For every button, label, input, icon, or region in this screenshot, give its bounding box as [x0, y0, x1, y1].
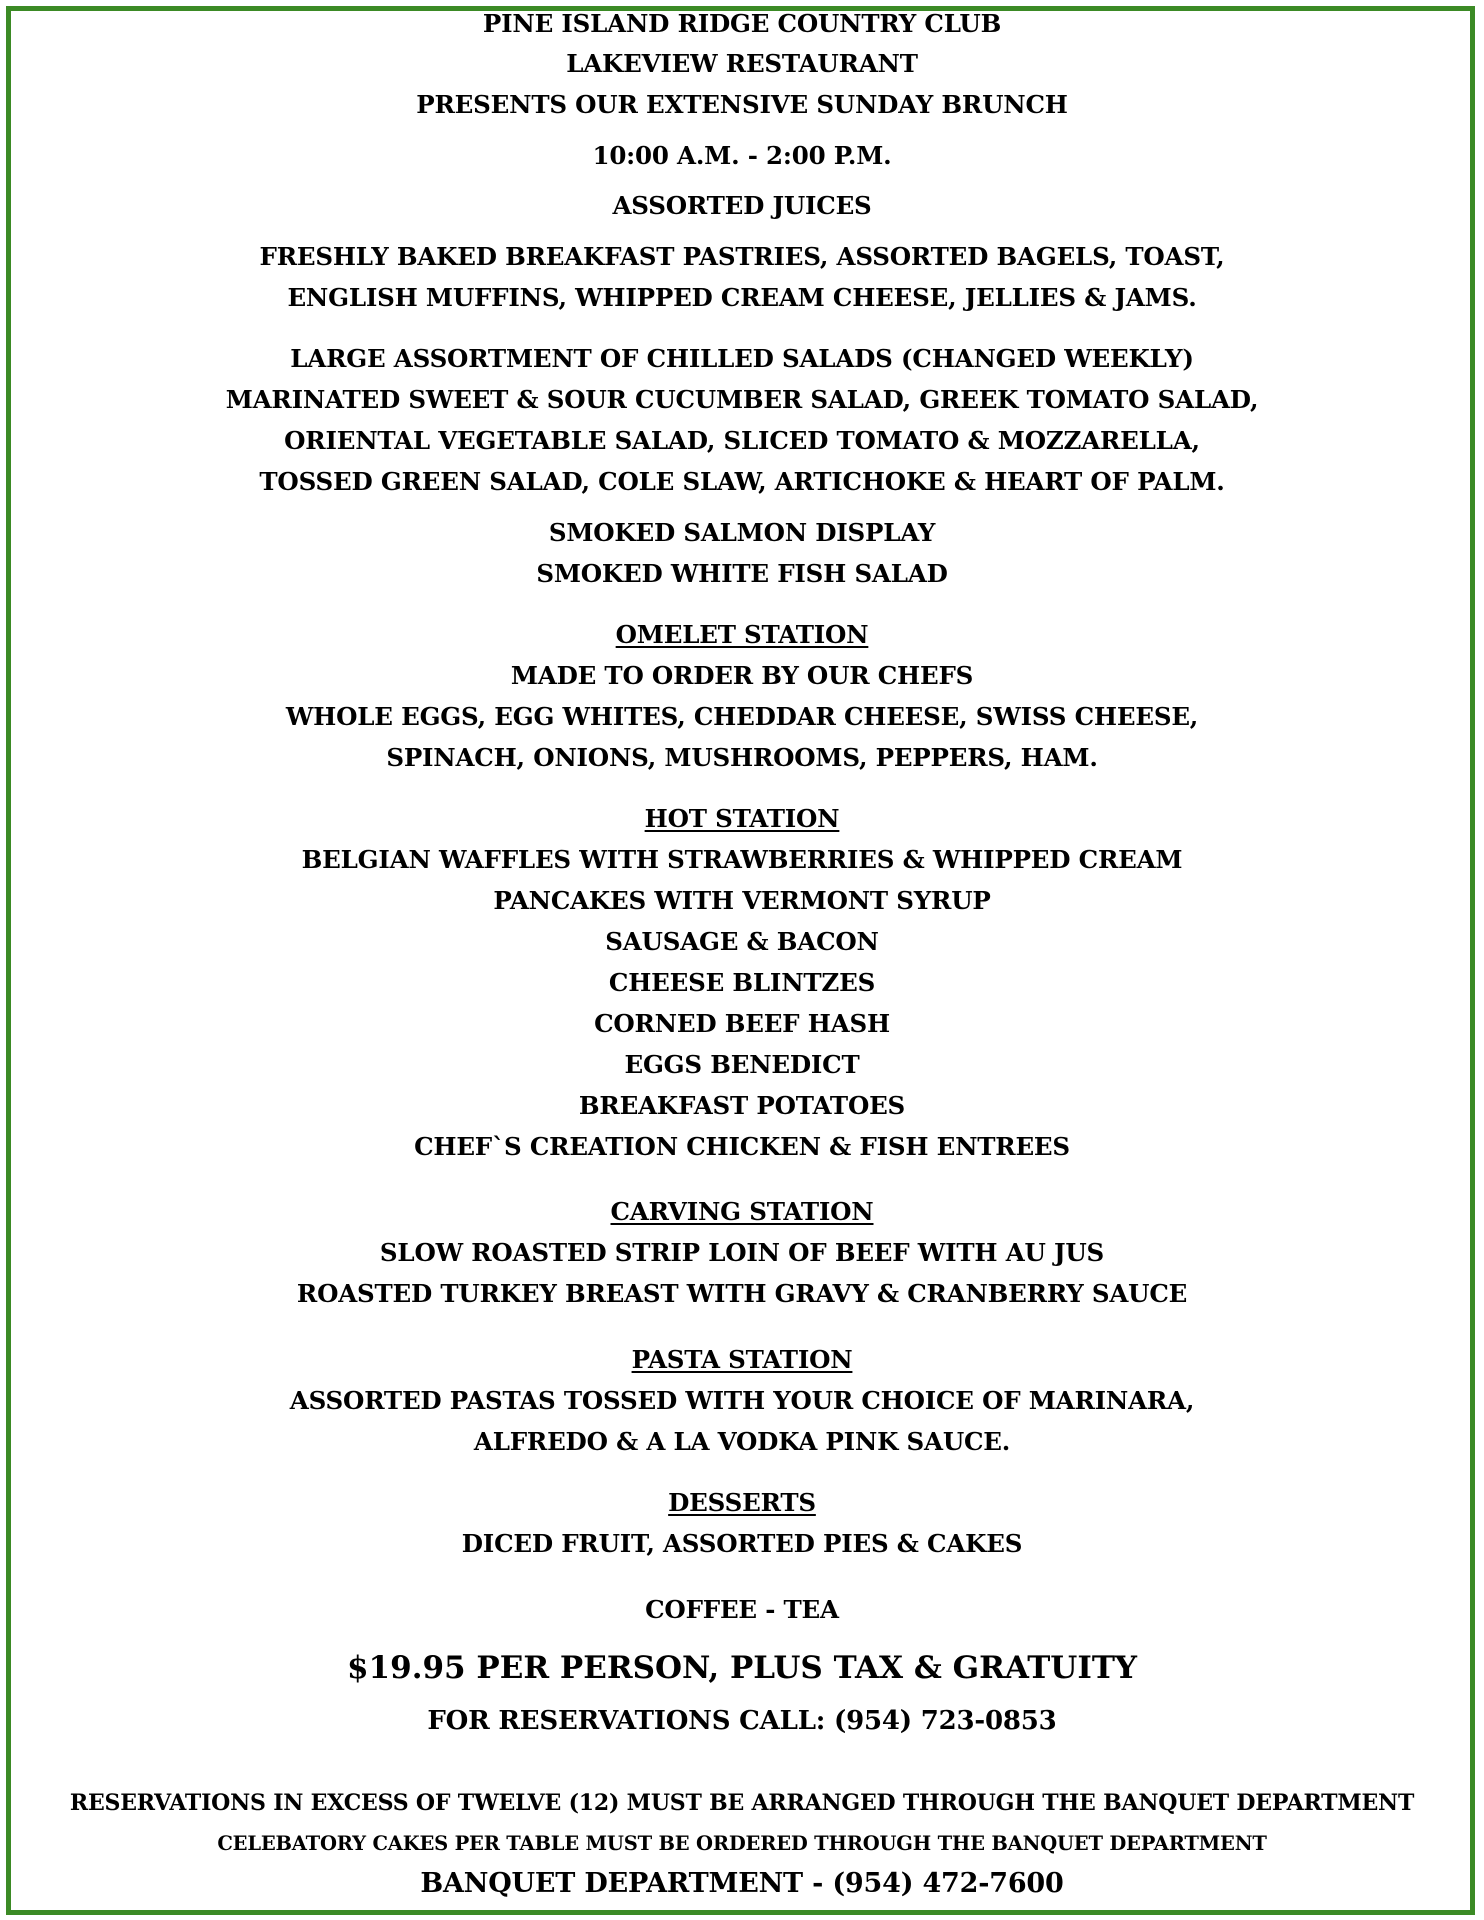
smoked-line: SMOKED WHITE FISH SALAD — [536, 559, 948, 588]
price-line: $19.95 PER PERSON, PLUS TAX & GRATUITY — [346, 1650, 1138, 1686]
carving-line: ROASTED TURKEY BREAST WITH GRAVY & CRANBERRY SAUCE — [296, 1279, 1188, 1308]
smoked-line: SMOKED SALMON DISPLAY — [548, 518, 936, 547]
desserts-line: DICED FRUIT, ASSORTED PIES & CAKES — [461, 1529, 1023, 1558]
hot-line: CHEF`S CREATION CHICKEN & FISH ENTREES — [414, 1132, 1070, 1161]
carving-line: SLOW ROASTED STRIP LOIN OF BEEF WITH AU JUS — [379, 1238, 1105, 1267]
omelet-line: MADE TO ORDER BY OUR CHEFS — [510, 661, 974, 690]
omelet-station-heading: OMELET STATION — [615, 620, 869, 649]
hot-line: EGGS BENEDICT — [624, 1050, 860, 1079]
pastries-line: ENGLISH MUFFINS, WHIPPED CREAM CHEESE, JELLIES & JAMS. — [287, 283, 1197, 312]
reservations-phone: FOR RESERVATIONS CALL: (954) 723-0853 — [427, 1706, 1057, 1736]
club-name: PINE ISLAND RIDGE COUNTRY CLUB — [482, 9, 1002, 38]
brunch-hours: 10:00 A.M. - 2:00 P.M. — [592, 141, 892, 170]
pasta-line: ALFREDO & A LA VODKA PINK SAUCE. — [473, 1427, 1011, 1456]
juices-item: ASSORTED JUICES — [612, 191, 872, 220]
desserts-heading: DESSERTS — [668, 1488, 816, 1517]
restaurant-name: LAKEVIEW RESTAURANT — [566, 49, 918, 78]
salads-line: LARGE ASSORTMENT OF CHILLED SALADS (CHANGED WEEKLY) — [290, 344, 1194, 373]
cakes-policy: CELEBATORY CAKES PER TABLE MUST BE ORDERED THROUGH THE BANQUET DEPARTMENT — [217, 1832, 1267, 1855]
brunch-title: PRESENTS OUR EXTENSIVE SUNDAY BRUNCH — [416, 90, 1068, 119]
salads-line: ORIENTAL VEGETABLE SALAD, SLICED TOMATO & MOZZARELLA, — [284, 426, 1200, 455]
reservations-policy: RESERVATIONS IN EXCESS OF TWELVE (12) MUST BE ARRANGED THROUGH THE BANQUET DEPARTMENT — [69, 1790, 1415, 1816]
salads-line: MARINATED SWEET & SOUR CUCUMBER SALAD, GREEK TOMATO SALAD, — [225, 385, 1259, 414]
pastries-line: FRESHLY BAKED BREAKFAST PASTRIES, ASSORTED BAGELS, TOAST, — [259, 242, 1225, 271]
hot-line: CORNED BEEF HASH — [594, 1009, 890, 1038]
pasta-station-heading: PASTA STATION — [631, 1345, 853, 1374]
pasta-line: ASSORTED PASTAS TOSSED WITH YOUR CHOICE OF MARINARA, — [289, 1386, 1195, 1415]
hot-line: BELGIAN WAFFLES WITH STRAWBERRIES & WHIPPED CREAM — [301, 845, 1183, 874]
hot-line: PANCAKES WITH VERMONT SYRUP — [493, 886, 991, 915]
omelet-line: SPINACH, ONIONS, MUSHROOMS, PEPPERS, HAM. — [386, 743, 1098, 772]
banquet-phone: BANQUET DEPARTMENT - (954) 472-7600 — [420, 1868, 1064, 1899]
carving-station-heading: CARVING STATION — [610, 1197, 874, 1226]
hot-station-heading: HOT STATION — [644, 804, 840, 833]
coffee-tea: COFFEE - TEA — [645, 1595, 839, 1624]
salads-line: TOSSED GREEN SALAD, COLE SLAW, ARTICHOKE & HEART OF PALM. — [259, 467, 1225, 496]
omelet-line: WHOLE EGGS, EGG WHITES, CHEDDAR CHEESE, SWISS CHEESE, — [285, 702, 1199, 731]
hot-line: BREAKFAST POTATOES — [578, 1091, 906, 1120]
hot-line: CHEESE BLINTZES — [608, 968, 876, 997]
hot-line: SAUSAGE & BACON — [605, 927, 879, 956]
